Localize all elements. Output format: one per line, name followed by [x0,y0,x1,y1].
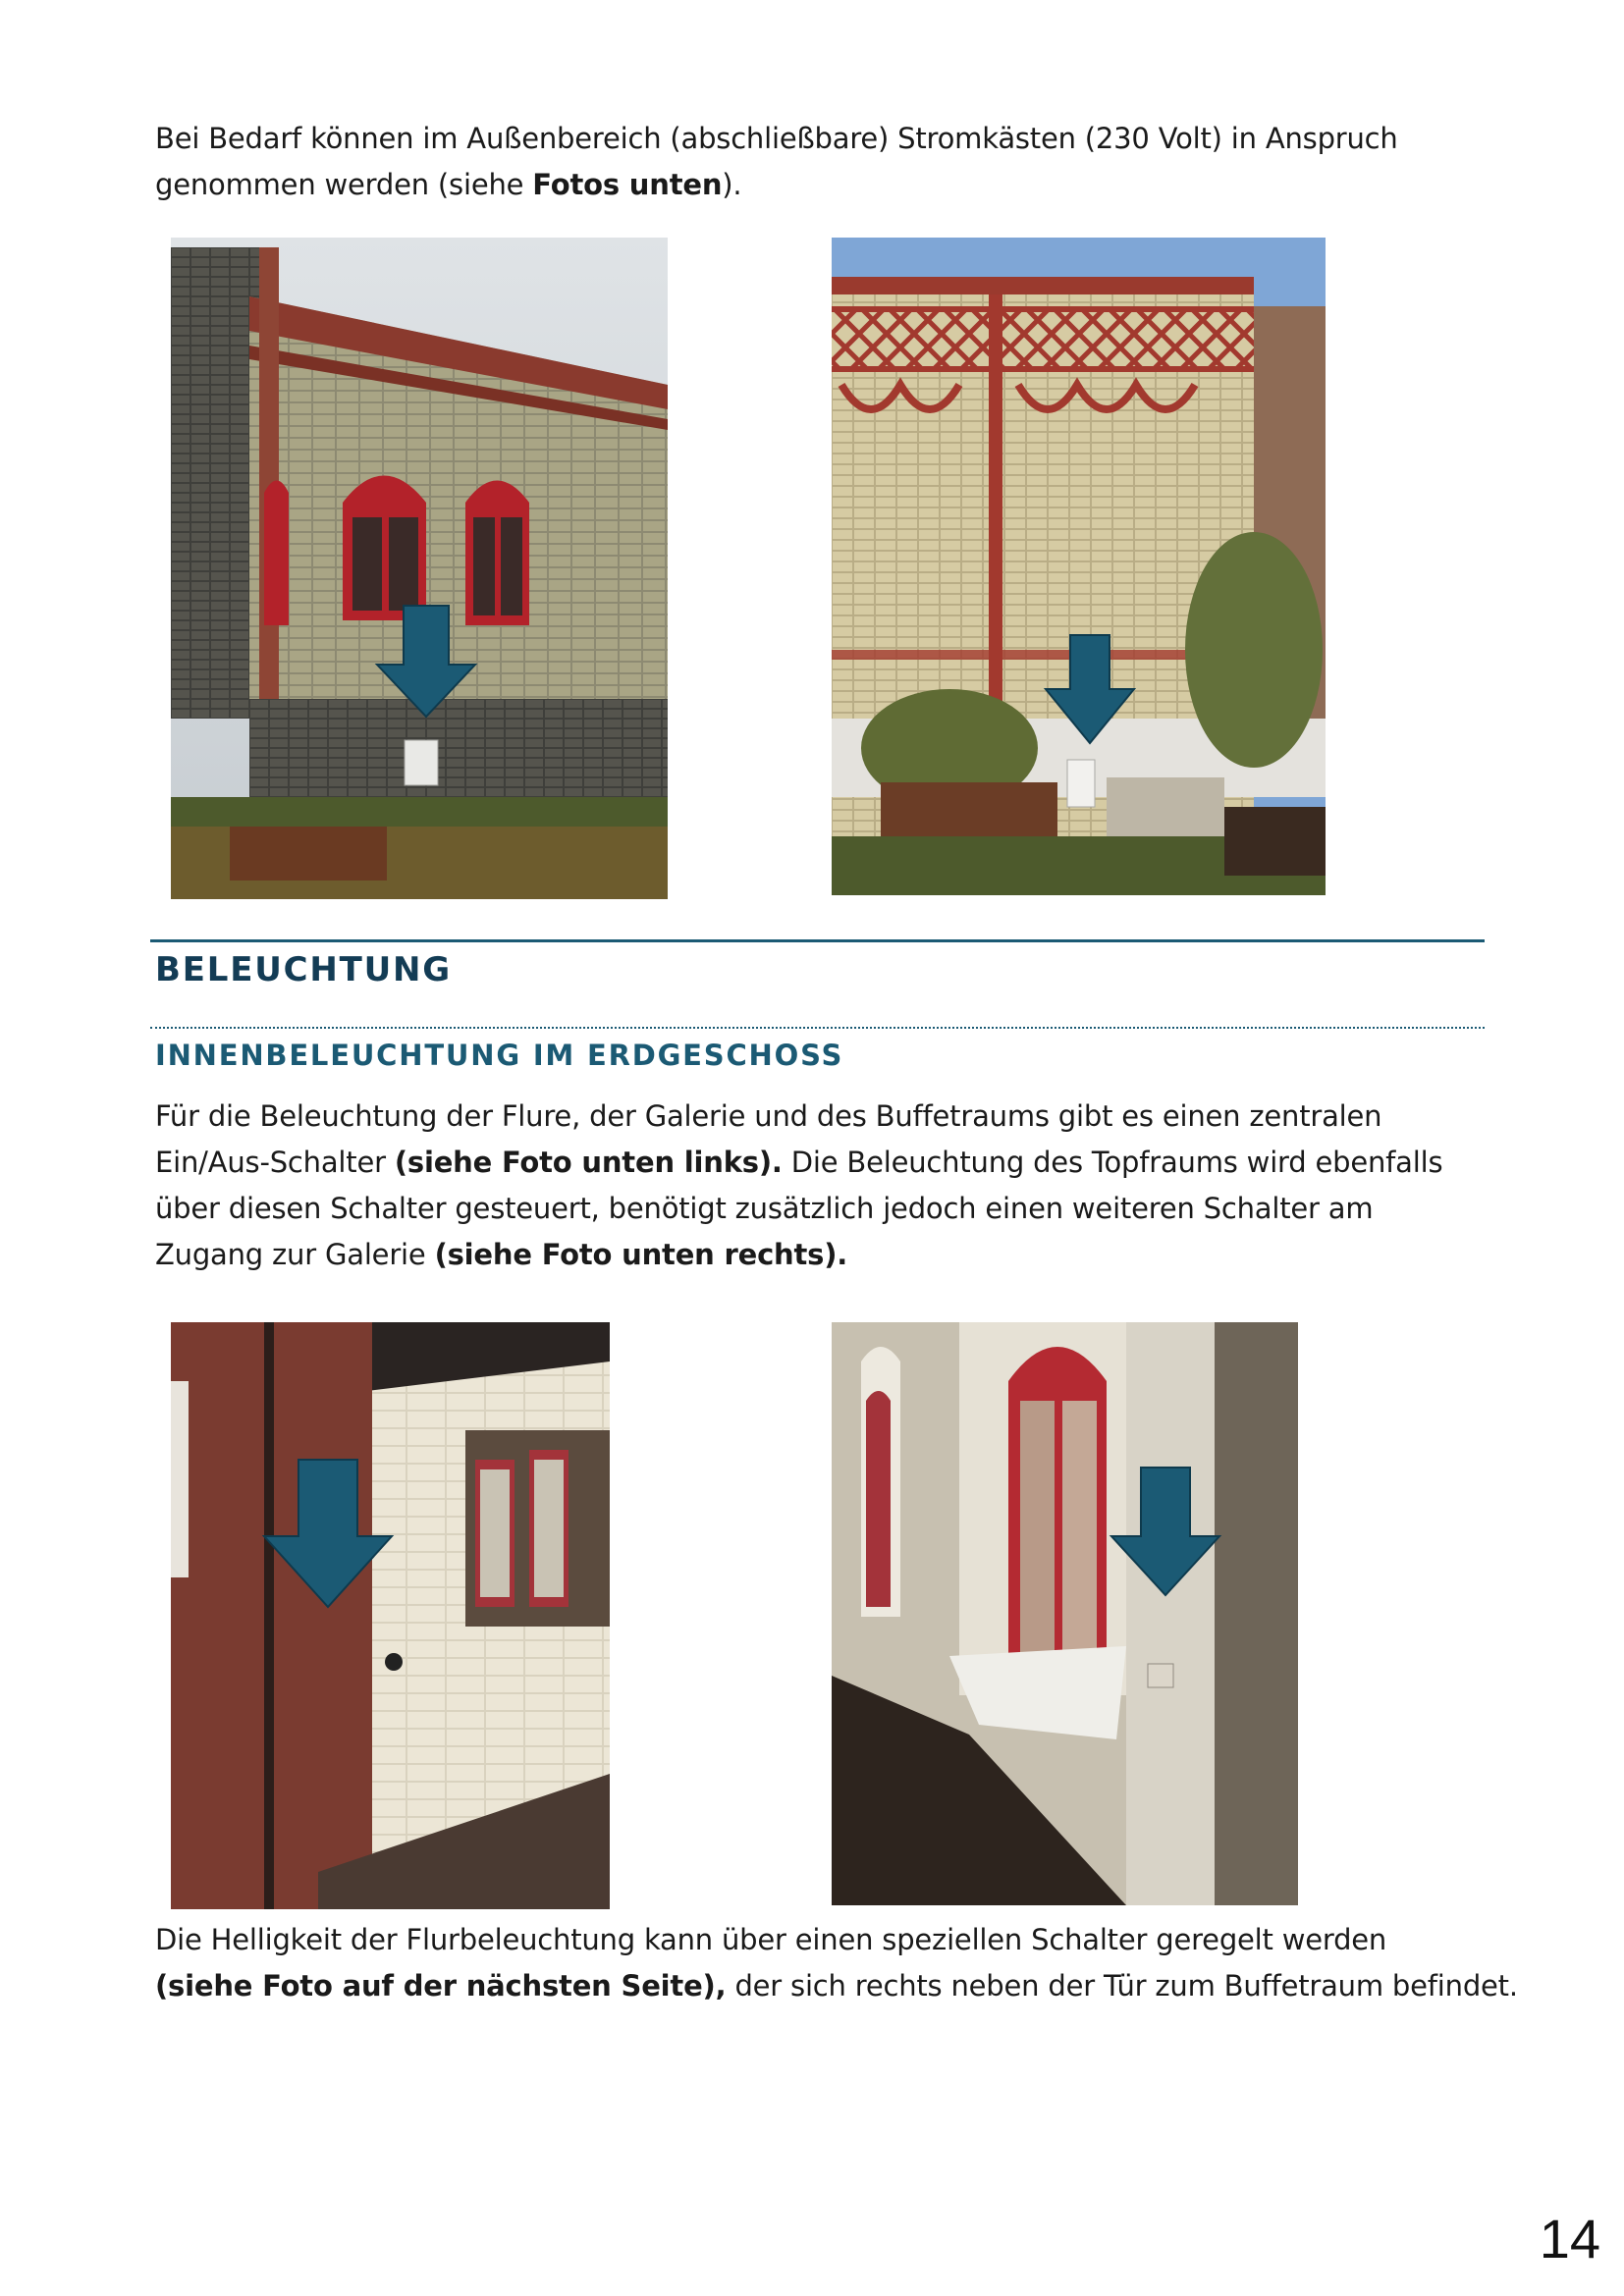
intro-line-1: Bei Bedarf können im Außenbereich (abschließbare) Stromkästen (230 Volt) in Anspruch [155,122,1398,155]
page-number: 14 [1539,2208,1600,2269]
lighting-paragraph [155,1094,1442,1278]
brick-building-socket-photo [171,238,668,899]
section-divider [150,939,1485,942]
lighting-line-4: Zugang zur Galerie (siehe Foto unten rechts). [155,1238,848,1271]
section-title: BELEUCHTUNG [155,950,453,989]
dimmer-line-2: (siehe Foto auf der nächsten Seite), der sich rechts neben der Tür zum Buffetraum befindet. [155,1969,1518,2002]
dimmer-paragraph [155,1917,1518,2009]
intro-line-2: genommen werden (siehe Fotos unten). [155,168,742,201]
subsection-divider [150,1027,1485,1029]
lighting-line-3: über diesen Schalter gesteuert, benötigt zusätzlich jedoch einen weiteren Schalter am [155,1192,1374,1225]
lighting-line-1: Für die Beleuchtung der Flure, der Galerie und des Buffetraums gibt es einen zentralen [155,1099,1382,1133]
subsection-title: INNENBELEUCHTUNG IM ERDGESCHOSS [155,1039,844,1072]
dimmer-line-1: Die Helligkeit der Flurbeleuchtung kann über einen speziellen Schalter geregelt werden [155,1923,1387,1956]
intro-paragraph [155,116,1398,208]
gallery-window-switch-photo [832,1322,1298,1905]
patterned-wall-socket-photo [832,238,1326,895]
lighting-line-2: Ein/Aus-Schalter (siehe Foto unten links). Die Beleuchtung des Topfraums wird ebenfalls [155,1146,1443,1179]
corridor-switch-photo [171,1322,610,1909]
